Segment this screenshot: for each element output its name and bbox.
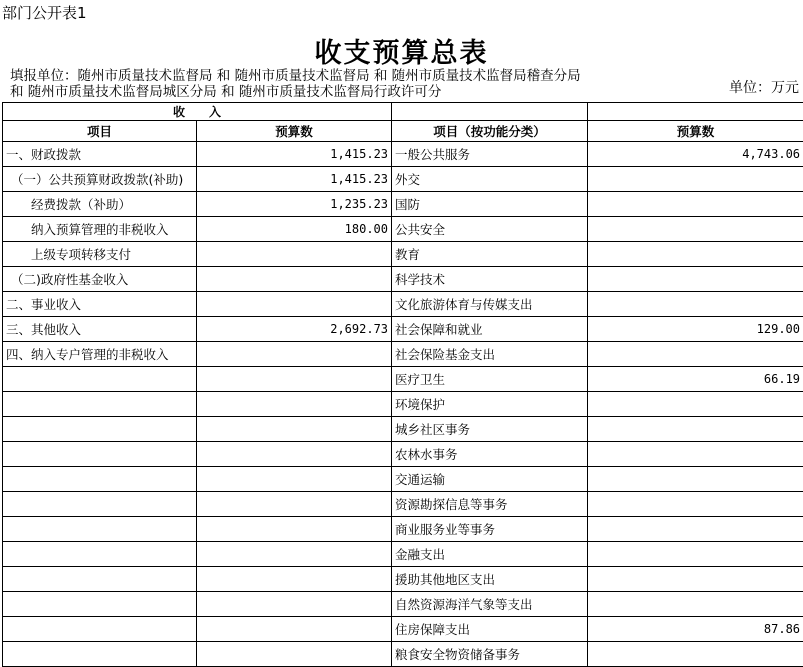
expense-item-cell: 商业服务业等事务 <box>392 517 588 542</box>
income-value-cell <box>197 417 392 442</box>
income-value-cell: 1,415.23 <box>197 142 392 167</box>
expense-item-cell: 金融支出 <box>392 542 588 567</box>
table-row <box>3 567 803 592</box>
expense-value-cell <box>588 267 803 292</box>
expense-value-cell <box>588 342 803 367</box>
income-value-cell <box>197 292 392 317</box>
expense-value-cell <box>588 242 803 267</box>
income-value-cell <box>197 442 392 467</box>
income-value-cell <box>197 642 392 667</box>
expense-item-cell: 环境保护 <box>392 392 588 417</box>
column-header-row <box>3 121 803 142</box>
income-item-cell: 上级专项转移支付 <box>3 242 197 267</box>
expense-value-cell <box>588 517 803 542</box>
expense-value-cell: 129.00 <box>588 317 803 342</box>
income-item-cell: 一、财政拨款 <box>3 142 197 167</box>
income-value-cell: 2,692.73 <box>197 317 392 342</box>
table-row <box>3 142 803 167</box>
income-item-cell: 四、纳入专户管理的非税收入 <box>3 342 197 367</box>
expense-value-cell <box>588 192 803 217</box>
expense-value-cell: 66.19 <box>588 367 803 392</box>
expense-value-cell <box>588 467 803 492</box>
section-header-row <box>3 103 803 121</box>
income-value-cell: 1,235.23 <box>197 192 392 217</box>
income-item-cell <box>3 442 197 467</box>
expense-item-cell: 公共安全 <box>392 217 588 242</box>
expense-value-cell <box>588 217 803 242</box>
expense-item-cell: 交通运输 <box>392 467 588 492</box>
expense-section-cell <box>588 103 803 121</box>
income-value-cell <box>197 342 392 367</box>
table-row <box>3 442 803 467</box>
income-budget-header: 预算数 <box>197 121 392 142</box>
expense-item-header: 项目（按功能分类） <box>392 121 588 142</box>
income-value-cell <box>197 392 392 417</box>
expense-value-cell <box>588 642 803 667</box>
income-item-cell <box>3 567 197 592</box>
income-item-cell <box>3 642 197 667</box>
expense-item-cell: 文化旅游体育与传媒支出 <box>392 292 588 317</box>
expense-value-cell: 4,743.06 <box>588 142 803 167</box>
table-row <box>3 417 803 442</box>
income-item-cell <box>3 517 197 542</box>
expense-item-cell: 住房保障支出 <box>392 617 588 642</box>
reporting-unit: 填报单位：随州市质量技术监督局 和 随州市质量技术监督局 和 随州市质量技术监督局稽查分局 和 随州市质量技术监督局城区分局 和 随州市质量技术监督局行政许可分 <box>10 68 590 100</box>
expense-item-cell: 科学技术 <box>392 267 588 292</box>
income-value-cell <box>197 267 392 292</box>
table-row <box>3 517 803 542</box>
currency-unit: 单位：万元 <box>729 77 799 97</box>
expense-item-cell: 教育 <box>392 242 588 267</box>
table-row <box>3 217 803 242</box>
table-row <box>3 167 803 192</box>
income-item-cell <box>3 492 197 517</box>
sheet-label: 部门公开表1 <box>2 2 87 23</box>
income-item-cell <box>3 617 197 642</box>
income-item-cell <box>3 542 197 567</box>
income-value-cell <box>197 467 392 492</box>
expense-value-cell <box>588 292 803 317</box>
expense-item-cell: 社会保险基金支出 <box>392 342 588 367</box>
expense-item-cell: 国防 <box>392 192 588 217</box>
income-item-cell: 纳入预算管理的非税收入 <box>3 217 197 242</box>
expense-value-cell: 87.86 <box>588 617 803 642</box>
expense-item-cell: 医疗卫生 <box>392 367 588 392</box>
income-item-cell: 经费拨款（补助） <box>3 192 197 217</box>
expense-budget-header: 预算数 <box>588 121 803 142</box>
income-item-header: 项目 <box>3 121 197 142</box>
income-item-cell <box>3 592 197 617</box>
expense-value-cell <box>588 492 803 517</box>
table-row <box>3 317 803 342</box>
expense-item-cell: 资源勘探信息等事务 <box>392 492 588 517</box>
income-value-cell <box>197 367 392 392</box>
table-row <box>3 592 803 617</box>
income-section-label: 收 入 <box>3 103 392 121</box>
table-row <box>3 192 803 217</box>
table-row <box>3 392 803 417</box>
expense-item-cell: 社会保障和就业 <box>392 317 588 342</box>
income-value-cell <box>197 242 392 267</box>
table-row <box>3 342 803 367</box>
expense-item-cell: 外交 <box>392 167 588 192</box>
expense-item-cell: 农林水事务 <box>392 442 588 467</box>
income-value-cell: 1,415.23 <box>197 167 392 192</box>
expense-value-cell <box>588 417 803 442</box>
page-title: 收支预算总表 <box>0 31 803 70</box>
table-row <box>3 292 803 317</box>
table-row <box>3 492 803 517</box>
income-value-cell <box>197 517 392 542</box>
expense-item-cell: 一般公共服务 <box>392 142 588 167</box>
expense-value-cell <box>588 442 803 467</box>
budget-table <box>2 102 803 667</box>
expense-item-cell: 城乡社区事务 <box>392 417 588 442</box>
income-item-cell: （一）公共预算财政拨款(补助) <box>3 167 197 192</box>
table-row <box>3 367 803 392</box>
income-value-cell: 180.00 <box>197 217 392 242</box>
income-item-cell: （二)政府性基金收入 <box>3 267 197 292</box>
income-item-cell <box>3 367 197 392</box>
income-value-cell <box>197 567 392 592</box>
expense-value-cell <box>588 167 803 192</box>
expense-item-cell: 自然资源海洋气象等支出 <box>392 592 588 617</box>
income-item-cell: 二、事业收入 <box>3 292 197 317</box>
table-row <box>3 542 803 567</box>
expense-section-cell <box>392 103 588 121</box>
income-value-cell <box>197 617 392 642</box>
income-item-cell: 三、其他收入 <box>3 317 197 342</box>
expense-value-cell <box>588 392 803 417</box>
income-item-cell <box>3 467 197 492</box>
expense-value-cell <box>588 592 803 617</box>
table-row <box>3 267 803 292</box>
table-row <box>3 642 803 667</box>
income-value-cell <box>197 592 392 617</box>
income-value-cell <box>197 492 392 517</box>
income-item-cell <box>3 417 197 442</box>
expense-value-cell <box>588 567 803 592</box>
table-row <box>3 467 803 492</box>
income-value-cell <box>197 542 392 567</box>
table-row <box>3 617 803 642</box>
expense-item-cell: 援助其他地区支出 <box>392 567 588 592</box>
expense-item-cell: 粮食安全物资储备事务 <box>392 642 588 667</box>
table-row <box>3 242 803 267</box>
expense-value-cell <box>588 542 803 567</box>
income-item-cell <box>3 392 197 417</box>
